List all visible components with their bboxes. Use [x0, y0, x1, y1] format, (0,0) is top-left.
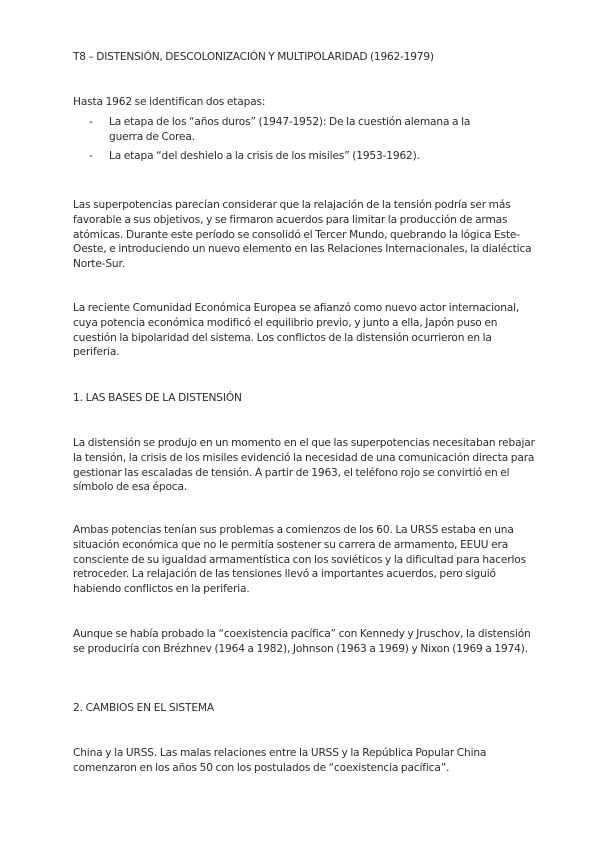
list-item	[73, 149, 505, 164]
section-1-paragraph-3	[73, 627, 538, 657]
stage-text: La etapa “del deshielo a la crisis de los misiles” (1953-1962).	[109, 150, 420, 163]
dash-marker: -	[89, 150, 93, 163]
paragraph-text: China y la URSS. Las malas relaciones entre la URSS y la República Popular China comenzaron en los años 50 con los postulados de “coexistencia pacífica”.	[73, 747, 487, 774]
intro-text: Hasta 1962 se identifican dos etapas:	[73, 96, 266, 108]
paragraph-superpowers	[73, 198, 538, 272]
paragraph-cee	[73, 301, 538, 360]
paragraph-text: La distensión se produjo en un momento en el que las superpotencias necesitaban rebajar la tensión, la crisis de los misiles evidenció la necesidad de una comunicación directa para gestionar las escaladas de tensión. A partir de 1963, el teléfono rojo se convirtió en el símbolo de esa época.	[73, 437, 535, 494]
section-2-paragraph-1	[73, 746, 538, 776]
paragraph-text: Aunque se había probado la “coexistencia pacífica” con Kennedy y Jruschov, la distensión se produciría con Brézhnev (1964 a 1982), Johnson (1963 a 1969) y Nixon (1969 a 1974).	[73, 628, 531, 655]
stage-text: La etapa de los “años duros” (1947-1952): De la cuestión alemana a la guerra de Corea.	[109, 115, 471, 143]
paragraph-text: La reciente Comunidad Económica Europea se afianzó como nuevo actor internacional, cuya potencia económica modificó el equilibrio previo, y junto a ella, Japón puso en cuestión la bipolaridad del sistema. Los conflictos de la distensión ocurrieron en la periferia.	[73, 302, 520, 359]
stages-list	[73, 115, 538, 164]
list-item	[73, 115, 505, 145]
section-1-paragraph-1	[73, 436, 538, 495]
paragraph-text: Las superpotencias parecían considerar que la relajación de la tensión podría ser más favorable a sus objetivos, y se firmaron acuerdos para limitar la producción de armas atómicas. Durante este período se consolidó el Tercer Mundo, quebrando la lógica Este-Oeste, e introduciendo un nuevo elemento en las Relaciones Internacionales, la dialéctica Norte-Sur.	[73, 199, 532, 271]
dash-marker: -	[89, 115, 93, 128]
section-1-paragraph-2	[73, 523, 538, 597]
stages-block	[73, 95, 538, 164]
paragraph-text: Ambas potencias tenían sus problemas a comienzos de los 60. La URSS estaba en una situación económica que no le permitía sostener su carrera de armamento, EEUU era consciente de su igualdad armamentística con los soviéticos y la dificultad para hacerlos retroceder. La relajación de las tensiones llevó a importantes acuerdos, pero siguió habiendo conflictos en la periferia.	[73, 524, 526, 596]
document-title: T8 – DISTENSIÓN, DESCOLONIZACIÓN Y MULTIPOLARIDAD (1962-1979)	[73, 51, 434, 63]
section-2-heading: 2. CAMBIOS EN EL SISTEMA	[73, 702, 214, 714]
section-1-heading: 1. LAS BASES DE LA DISTENSIÓN	[73, 392, 242, 404]
